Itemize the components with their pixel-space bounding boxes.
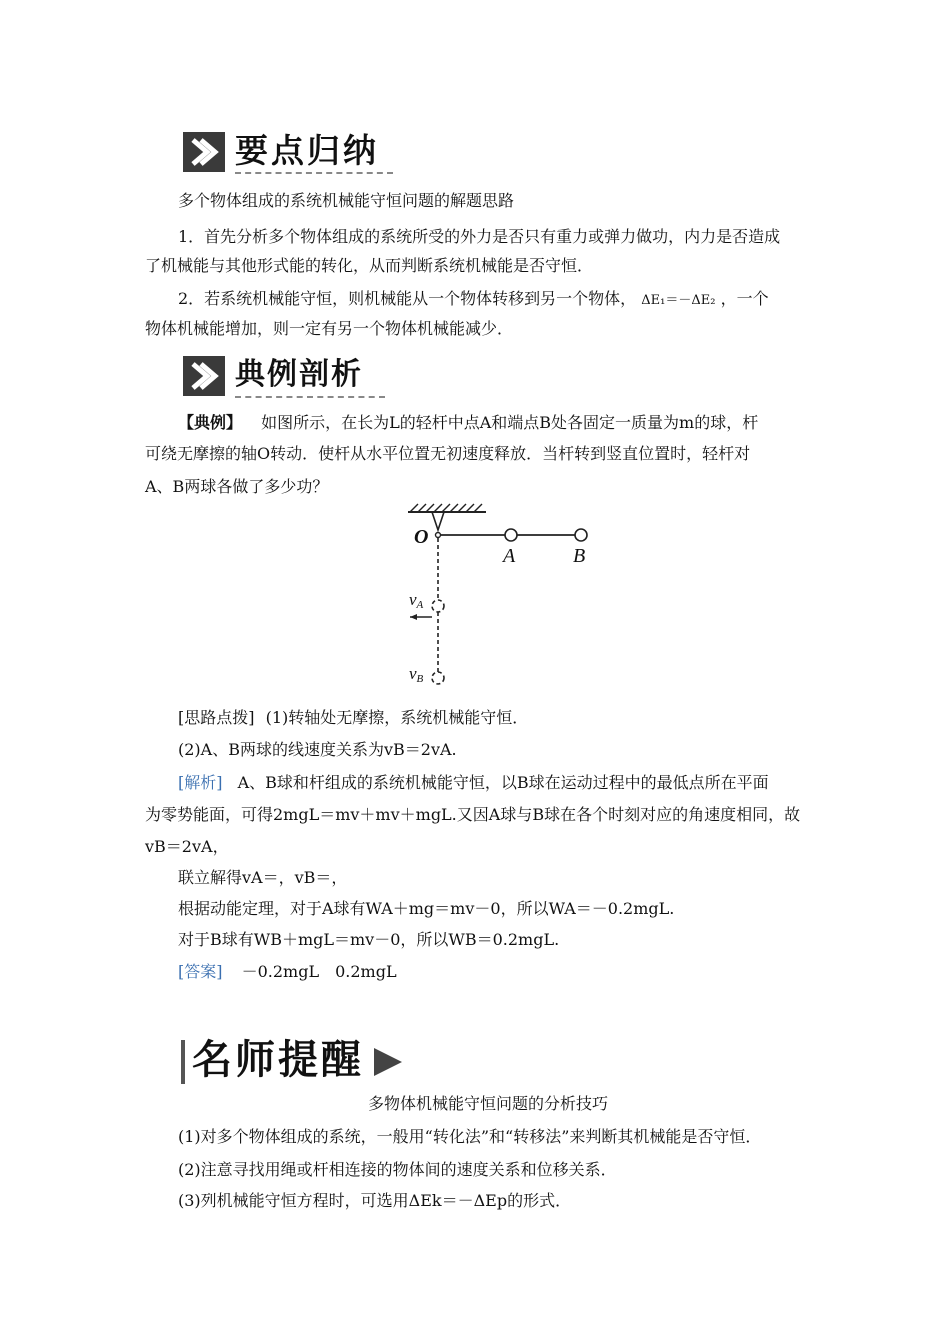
label-sub: B: [416, 673, 424, 685]
pivot-O: [436, 533, 441, 538]
answer-tag: [答案]: [178, 962, 223, 981]
question-line: 可绕无摩擦的轴O转动．使杆从水平位置无初速度释放．当杆转到竖直位置时，轻杆对: [145, 444, 751, 463]
teacher-item: (2)注意寻找用绳或杆相连接的物体间的速度关系和位移关系．: [178, 1160, 617, 1179]
diagram-svg: [400, 502, 600, 692]
arrow-icon: [183, 132, 225, 172]
dashed-underline: [235, 396, 385, 398]
label-vB: [409, 664, 423, 685]
label-O: O: [414, 526, 429, 548]
section-title: 典例剖析: [235, 357, 363, 392]
section-banner-example: [183, 352, 393, 400]
teacher-item: (3)列机械能守恒方程时，可选用ΔEk＝－ΔEp的形式．: [178, 1191, 572, 1210]
analysis-text: A、B球和杆组成的系统机械能守恒，以B球在运动过程中的最低点所在平面: [237, 773, 769, 792]
triangle-icon: [372, 1046, 404, 1082]
rod-diagram: [400, 502, 600, 692]
teacher-subtitle: 多物体机械能守恒问题的分析技巧: [368, 1094, 609, 1113]
example-tag: 【典例】: [178, 413, 243, 432]
question-line: [178, 412, 758, 434]
arrow-head: [410, 614, 417, 620]
paragraph-line: 1．首先分析多个物体组成的系统所受的外力是否只有重力或弹力做功，内力是否造成: [178, 227, 781, 246]
analysis-line: 根据动能定理，对于A球有WA＋mg＝mv－0，所以WA＝－0.2mgL.: [178, 899, 675, 918]
paragraph-line: 了机械能与其他形式能的转化，从而判断系统机械能是否守恒．: [145, 256, 594, 275]
ball-B: [575, 529, 587, 541]
analysis-line: 为零势能面，可得2mgL＝mv＋mv＋mgL.又因A球与B球在各个时刻对应的角速度相同，故: [145, 805, 801, 824]
hint-text: (1)转轴处无摩擦，系统机械能守恒．: [265, 708, 529, 727]
ball-B-dashed: [432, 672, 444, 684]
ball-A: [505, 529, 517, 541]
teacher-item: (1)对多个物体组成的系统，一般用“转化法”和“转移法”来判断其机械能是否守恒．: [178, 1127, 762, 1146]
dashed-underline: [235, 172, 393, 174]
teacher-tip-bar: [181, 1040, 185, 1084]
section-subtitle: 多个物体组成的系统机械能守恒问题的解题思路: [178, 191, 515, 210]
analysis-line: 联立解得vA＝，vB＝，: [178, 868, 348, 887]
hint-tag: [思路点拨]: [178, 708, 255, 727]
section-banner-key-points: [183, 128, 413, 176]
ball-A-dashed: [432, 600, 444, 612]
formula: ΔE₁＝－ΔE₂: [641, 293, 716, 308]
label-B: B: [573, 545, 586, 567]
paragraph-line: [178, 288, 769, 312]
section-title: 要点归纳: [235, 131, 379, 170]
paragraph-text: 2．若系统机械能守恒，则机械能从一个物体转移到另一个物体，: [178, 289, 637, 308]
label-v: v: [409, 590, 417, 609]
label-v: v: [409, 664, 417, 683]
answer-line: [178, 961, 397, 983]
question-text: 如图所示，在长为L的轻杆中点A和端点B处各固定一质量为m的球，杆: [261, 413, 759, 432]
analysis-line: 对于B球有WB＋mgL＝mv－0，所以WB＝0.2mgL.: [178, 930, 560, 949]
answer-text: －0.2mgL 0.2mgL: [241, 962, 397, 981]
analysis-tag: [解析]: [178, 773, 223, 792]
ceiling-hatching: [410, 504, 482, 512]
paragraph-line: 物体机械能增加，则一定有另一个物体机械能减少．: [145, 319, 514, 338]
paragraph-text: ，一个: [720, 289, 769, 308]
question-line: A、B两球各做了多少功？: [145, 477, 329, 496]
label-sub: A: [416, 599, 424, 611]
pivot-support: [432, 512, 444, 530]
label-vA: [409, 590, 423, 611]
hint-line: [178, 707, 528, 729]
analysis-line: [178, 772, 769, 794]
arrow-icon: [183, 356, 225, 396]
label-A: A: [503, 545, 516, 567]
hint-line: (2)A、B两球的线速度关系为vB＝2vA.: [178, 740, 457, 759]
analysis-line: vB＝2vA，: [145, 837, 229, 856]
teacher-tip-title: 名师提醒: [192, 1037, 364, 1083]
